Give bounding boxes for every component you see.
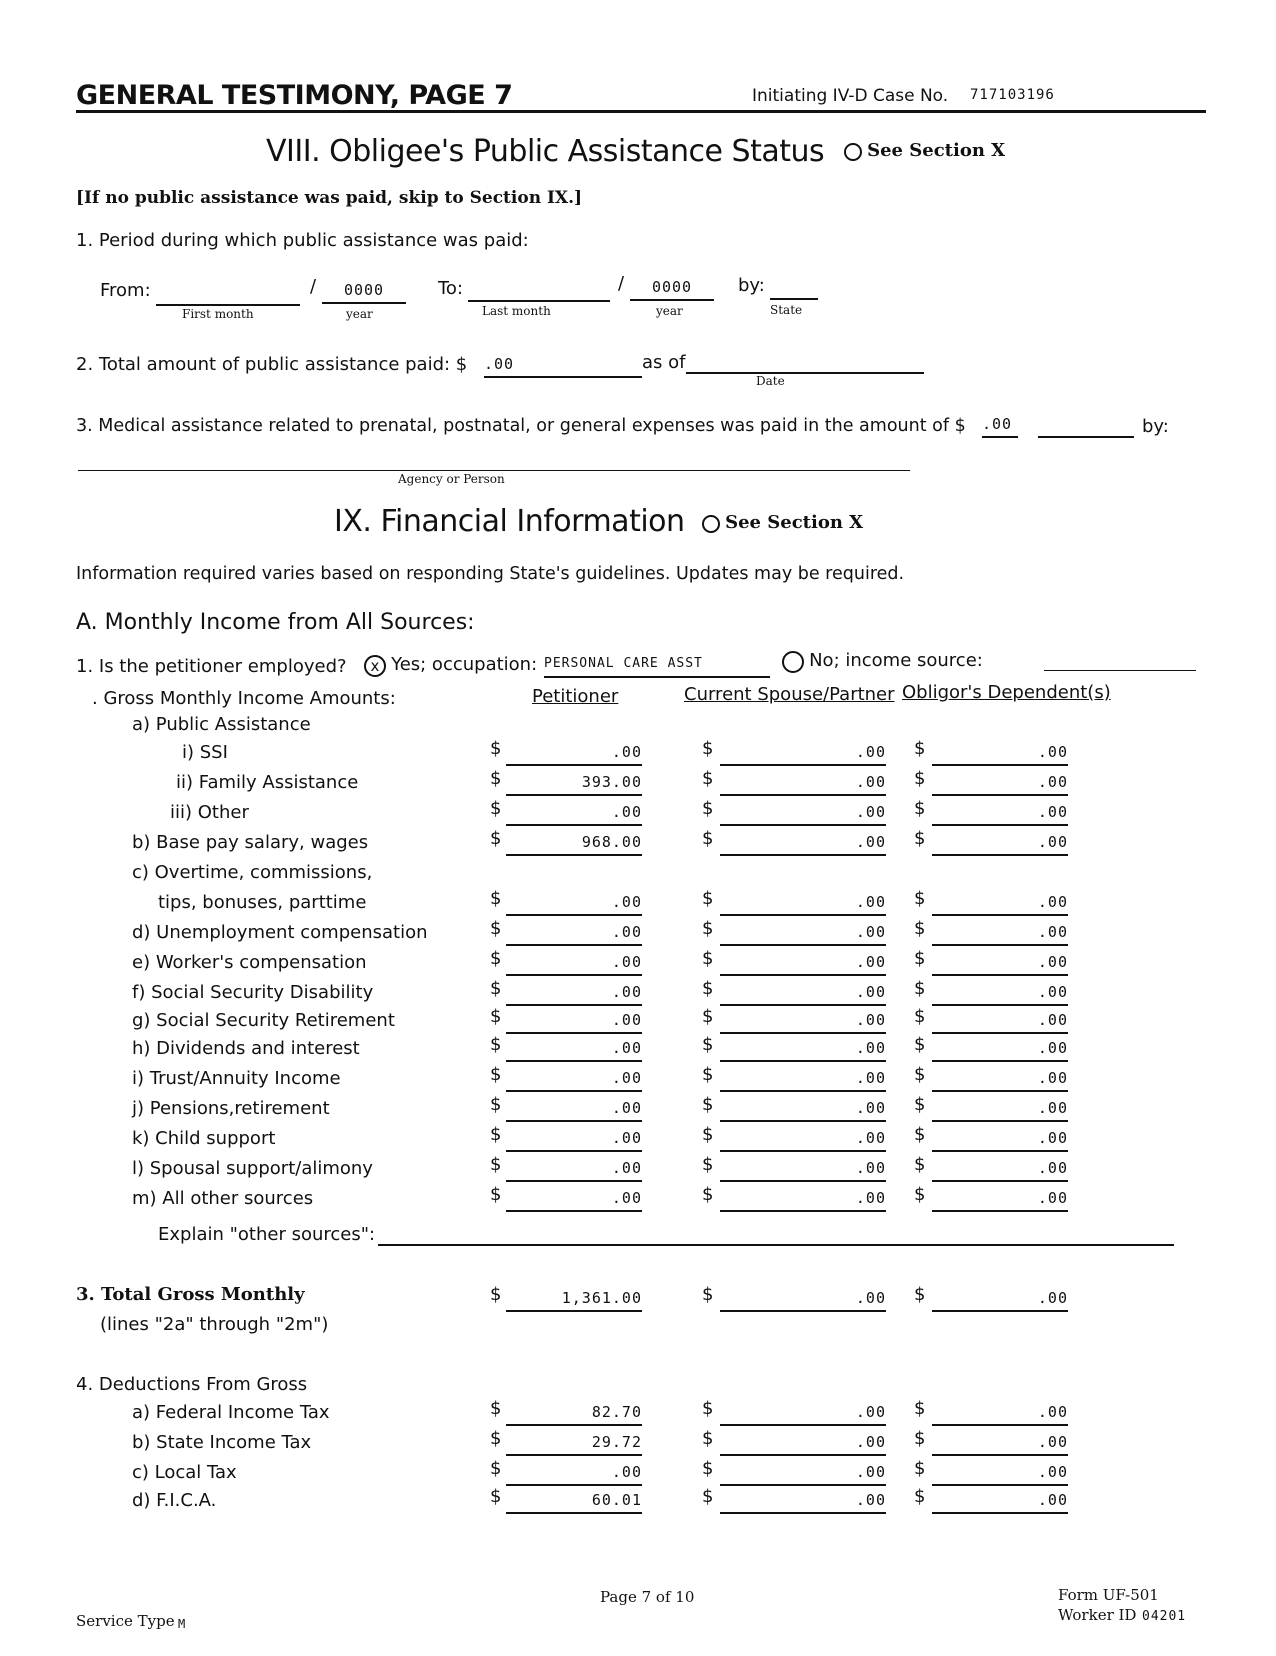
currency-symbol: $ <box>914 1124 926 1145</box>
income-row-13-petitioner-field[interactable]: .00 <box>506 1156 642 1182</box>
by-label: by: <box>738 275 765 296</box>
currency-symbol: $ <box>914 1486 926 1507</box>
case-number-label: Initiating IV-D Case No. <box>752 86 949 106</box>
currency-symbol: $ <box>702 978 714 999</box>
income-row-3-spouse-field[interactable]: .00 <box>720 830 886 856</box>
income-row-6-petitioner-field[interactable]: .00 <box>506 950 642 976</box>
income-row-2-spouse-field[interactable]: .00 <box>720 800 886 826</box>
currency-symbol: $ <box>914 918 926 939</box>
currency-symbol: $ <box>914 1034 926 1055</box>
currency-symbol: $ <box>490 828 502 849</box>
total-gross-petitioner-field[interactable]: 1,361.00 <box>506 1286 642 1312</box>
page-title: GENERAL TESTIMONY, PAGE 7 <box>76 80 513 111</box>
income-row-14-spouse-field[interactable]: .00 <box>720 1186 886 1212</box>
deduction-row-0-petitioner-field[interactable]: 82.70 <box>506 1400 642 1426</box>
income-row-2-dependents-field[interactable]: .00 <box>932 800 1068 826</box>
form-number: Form UF-501 <box>1058 1586 1159 1604</box>
income-row-11-dependents-field[interactable]: .00 <box>932 1096 1068 1122</box>
currency-symbol: $ <box>490 888 502 909</box>
income-source-field[interactable] <box>1044 648 1196 671</box>
to-month-caption: Last month <box>482 304 551 318</box>
total-gross-sublabel: (lines "2a" through "2m") <box>100 1314 329 1335</box>
income-row-6-label: e) Worker's compensation <box>132 952 367 973</box>
currency-symbol: $ <box>914 828 926 849</box>
total-gross-label: 3. Total Gross Monthly <box>76 1284 305 1305</box>
public-assistance-label: a) Public Assistance <box>132 714 311 735</box>
currency-symbol: $ <box>914 1094 926 1115</box>
deduction-row-2-petitioner-field[interactable]: .00 <box>506 1460 642 1486</box>
section-9-heading: IX. Financial Information <box>334 504 685 539</box>
currency-symbol: $ <box>702 1486 714 1507</box>
deduction-row-0-label: a) Federal Income Tax <box>132 1402 330 1423</box>
deduction-row-3-petitioner-field[interactable]: 60.01 <box>506 1488 642 1514</box>
subsection-a-heading: A. Monthly Income from All Sources: <box>76 610 475 635</box>
currency-symbol: $ <box>702 888 714 909</box>
currency-symbol: $ <box>702 1154 714 1175</box>
deduction-row-1-dependents-field[interactable]: .00 <box>932 1430 1068 1456</box>
currency-symbol: $ <box>914 1398 926 1419</box>
income-row-11-spouse-field[interactable]: .00 <box>720 1096 886 1122</box>
employed-question: 1. Is the petitioner employed? <box>76 656 347 677</box>
worker-id-label: Worker ID <box>1058 1606 1137 1624</box>
header-rule <box>76 110 1206 113</box>
q2-date-field[interactable] <box>686 350 924 374</box>
to-slash: / <box>618 273 625 294</box>
explain-field[interactable] <box>378 1222 1174 1246</box>
to-year-field[interactable]: 0000 <box>630 275 714 301</box>
income-row-5-spouse-field[interactable]: .00 <box>720 920 886 946</box>
currency-symbol: $ <box>702 1034 714 1055</box>
currency-symbol: $ <box>490 1094 502 1115</box>
q2-total-amount[interactable]: .00 <box>484 352 642 378</box>
currency-symbol: $ <box>914 1284 926 1305</box>
see-section-radio[interactable] <box>844 143 862 161</box>
from-month-field[interactable] <box>156 280 300 306</box>
income-row-6-dependents-field[interactable]: .00 <box>932 950 1068 976</box>
income-row-3-petitioner-field[interactable]: 968.00 <box>506 830 642 856</box>
deduction-row-2-spouse-field[interactable]: .00 <box>720 1460 886 1486</box>
currency-symbol: $ <box>490 1064 502 1085</box>
currency-symbol: $ <box>702 1184 714 1205</box>
deduction-row-3-dependents-field[interactable]: .00 <box>932 1488 1068 1514</box>
income-row-4-dependents-field[interactable]: .00 <box>932 890 1068 916</box>
income-row-5-dependents-field[interactable]: .00 <box>932 920 1068 946</box>
income-row-11-label: j) Pensions,retirement <box>132 1098 330 1119</box>
income-row-8-label: g) Social Security Retirement <box>132 1010 395 1031</box>
income-row-4-label-2: tips, bonuses, parttime <box>158 892 367 913</box>
deduction-row-1-label: b) State Income Tax <box>132 1432 312 1453</box>
column-petitioner: Petitioner <box>532 686 619 707</box>
income-row-5-petitioner-field[interactable]: .00 <box>506 920 642 946</box>
from-slash: / <box>310 276 317 297</box>
employed-yes-option[interactable] <box>364 654 537 677</box>
deduction-row-1-spouse-field[interactable]: .00 <box>720 1430 886 1456</box>
income-row-1-petitioner-field[interactable]: 393.00 <box>506 770 642 796</box>
section-9-see-section[interactable] <box>702 512 863 533</box>
income-row-13-dependents-field[interactable]: .00 <box>932 1156 1068 1182</box>
income-row-10-label: i) Trust/Annuity Income <box>132 1068 341 1089</box>
q3-medical-amount-ext[interactable] <box>1038 412 1134 438</box>
currency-symbol: $ <box>490 1034 502 1055</box>
income-row-7-petitioner-field[interactable]: .00 <box>506 980 642 1006</box>
currency-symbol: $ <box>702 1284 714 1305</box>
q3-agency-caption: Agency or Person <box>398 472 505 486</box>
income-row-7-dependents-field[interactable]: .00 <box>932 980 1068 1006</box>
currency-symbol: $ <box>914 888 926 909</box>
currency-symbol: $ <box>490 1458 502 1479</box>
currency-symbol: $ <box>702 1064 714 1085</box>
income-row-3-dependents-field[interactable]: .00 <box>932 830 1068 856</box>
currency-symbol: $ <box>914 1184 926 1205</box>
income-row-14-dependents-field[interactable]: .00 <box>932 1186 1068 1212</box>
income-row-1-spouse-field[interactable]: .00 <box>720 770 886 796</box>
currency-symbol: $ <box>702 1124 714 1145</box>
currency-symbol: $ <box>914 768 926 789</box>
income-row-2-label: iii) Other <box>170 802 249 823</box>
currency-symbol: $ <box>702 1094 714 1115</box>
income-row-0-label: i) SSI <box>182 742 228 763</box>
currency-symbol: $ <box>914 798 926 819</box>
income-row-12-spouse-field[interactable]: .00 <box>720 1126 886 1152</box>
from-year-field[interactable]: 0000 <box>322 278 406 304</box>
currency-symbol: $ <box>490 1284 502 1305</box>
currency-symbol: $ <box>490 1124 502 1145</box>
column-spouse: Current Spouse/Partner <box>684 684 895 705</box>
income-row-12-petitioner-field[interactable]: .00 <box>506 1126 642 1152</box>
to-year-caption: year <box>656 304 683 318</box>
currency-symbol: $ <box>490 1184 502 1205</box>
income-row-11-petitioner-field[interactable]: .00 <box>506 1096 642 1122</box>
currency-symbol: $ <box>490 768 502 789</box>
income-row-8-dependents-field[interactable]: .00 <box>932 1008 1068 1034</box>
currency-symbol: $ <box>914 948 926 969</box>
currency-symbol: $ <box>914 1064 926 1085</box>
income-row-13-label: l) Spousal support/alimony <box>132 1158 373 1179</box>
section-8-heading: VIII. Obligee's Public Assistance Status <box>266 134 825 169</box>
currency-symbol: $ <box>702 1006 714 1027</box>
to-month-field[interactable] <box>468 276 610 302</box>
income-row-2-petitioner-field[interactable]: .00 <box>506 800 642 826</box>
currency-symbol: $ <box>702 1428 714 1449</box>
income-row-6-spouse-field[interactable]: .00 <box>720 950 886 976</box>
employed-no-option[interactable] <box>782 650 983 673</box>
case-number-value[interactable]: 717103196 <box>970 87 1055 103</box>
currency-symbol: $ <box>914 978 926 999</box>
column-dependents: Obligor's Dependent(s) <box>902 682 1111 703</box>
section-8-see-section[interactable] <box>844 140 1005 161</box>
income-row-9-petitioner-field[interactable]: .00 <box>506 1036 642 1062</box>
q3-agency-field[interactable] <box>78 448 910 471</box>
currency-symbol: $ <box>702 918 714 939</box>
currency-symbol: $ <box>490 948 502 969</box>
currency-symbol: $ <box>702 948 714 969</box>
from-label: From: <box>100 280 151 301</box>
deductions-label: 4. Deductions From Gross <box>76 1374 308 1395</box>
currency-symbol: $ <box>914 738 926 759</box>
income-row-14-label: m) All other sources <box>132 1188 314 1209</box>
currency-symbol: $ <box>490 1006 502 1027</box>
currency-symbol: $ <box>702 768 714 789</box>
q3-medical-label: 3. Medical assistance related to prenatal, postnatal, or general expenses was paid in the amount of $ <box>76 416 966 436</box>
currency-symbol: $ <box>490 1486 502 1507</box>
deduction-row-0-dependents-field[interactable]: .00 <box>932 1400 1068 1426</box>
page-number: Page 7 of 10 <box>600 1588 695 1606</box>
income-row-3-label: b) Base pay salary, wages <box>132 832 369 853</box>
q2-asof-label: as of <box>642 352 686 373</box>
income-row-10-petitioner-field[interactable]: .00 <box>506 1066 642 1092</box>
income-row-9-dependents-field[interactable]: .00 <box>932 1036 1068 1062</box>
currency-symbol: $ <box>914 1006 926 1027</box>
deduction-row-0-spouse-field[interactable]: .00 <box>720 1400 886 1426</box>
currency-symbol: $ <box>702 828 714 849</box>
worker-id-value: 04201 <box>1142 1609 1187 1624</box>
currency-symbol: $ <box>490 738 502 759</box>
currency-symbol: $ <box>490 1398 502 1419</box>
income-row-9-spouse-field[interactable]: .00 <box>720 1036 886 1062</box>
currency-symbol: $ <box>914 1428 926 1449</box>
explain-label: Explain "other sources": <box>158 1224 376 1245</box>
total-gross-spouse-field[interactable]: .00 <box>720 1286 886 1312</box>
q1-period-label: 1. Period during which public assistance was paid: <box>76 230 529 251</box>
by-state-field[interactable] <box>770 274 818 300</box>
income-row-4-petitioner-field[interactable]: .00 <box>506 890 642 916</box>
currency-symbol: $ <box>702 1398 714 1419</box>
q2-date-caption: Date <box>756 374 785 388</box>
from-month-caption: First month <box>182 307 254 321</box>
q3-medical-amount[interactable]: .00 <box>982 412 1018 438</box>
income-row-9-label: h) Dividends and interest <box>132 1038 360 1059</box>
service-type-label: Service Type <box>76 1612 175 1630</box>
see-section-label: See Section X <box>725 512 864 533</box>
deduction-row-2-label: c) Local Tax <box>132 1462 237 1483</box>
income-row-7-spouse-field[interactable]: .00 <box>720 980 886 1006</box>
q2-total-label: 2. Total amount of public assistance paid: $ <box>76 354 468 375</box>
income-row-12-dependents-field[interactable]: .00 <box>932 1126 1068 1152</box>
currency-symbol: $ <box>490 798 502 819</box>
currency-symbol: $ <box>490 918 502 939</box>
currency-symbol: $ <box>490 1428 502 1449</box>
from-year-caption: year <box>346 307 373 321</box>
total-gross-dependents-field[interactable]: .00 <box>932 1286 1068 1312</box>
currency-symbol: $ <box>914 1154 926 1175</box>
see-section-radio[interactable] <box>702 515 720 533</box>
yes-label: Yes; occupation: <box>391 654 538 675</box>
currency-symbol: $ <box>702 738 714 759</box>
income-row-0-spouse-field[interactable]: .00 <box>720 740 886 766</box>
income-row-12-label: k) Child support <box>132 1128 276 1149</box>
service-type-value: M <box>178 1617 187 1631</box>
income-row-13-spouse-field[interactable]: .00 <box>720 1156 886 1182</box>
income-row-5-label: d) Unemployment compensation <box>132 922 428 943</box>
income-row-1-label: ii) Family Assistance <box>176 772 359 793</box>
income-row-8-spouse-field[interactable]: .00 <box>720 1008 886 1034</box>
see-section-label: See Section X <box>867 140 1006 161</box>
currency-symbol: $ <box>914 1458 926 1479</box>
income-row-10-spouse-field[interactable]: .00 <box>720 1066 886 1092</box>
q3-by-label: by: <box>1142 416 1169 437</box>
section-8-note: [If no public assistance was paid, skip to Section IX.] <box>76 188 583 208</box>
income-row-1-dependents-field[interactable]: .00 <box>932 770 1068 796</box>
income-row-7-label: f) Social Security Disability <box>132 982 374 1003</box>
income-row-4-spouse-field[interactable]: .00 <box>720 890 886 916</box>
currency-symbol: $ <box>702 1458 714 1479</box>
currency-symbol: $ <box>490 978 502 999</box>
occupation-field[interactable]: PERSONAL CARE ASST <box>544 652 770 678</box>
section-9-note: Information required varies based on responding State's guidelines. Updates may be required. <box>76 564 905 584</box>
no-label: No; income source: <box>809 650 983 671</box>
income-row-0-petitioner-field[interactable]: .00 <box>506 740 642 766</box>
currency-symbol: $ <box>702 798 714 819</box>
income-row-0-dependents-field[interactable]: .00 <box>932 740 1068 766</box>
deduction-row-2-dependents-field[interactable]: .00 <box>932 1460 1068 1486</box>
gross-income-label: . Gross Monthly Income Amounts: <box>92 688 396 709</box>
currency-symbol: $ <box>490 1154 502 1175</box>
income-row-14-petitioner-field[interactable]: .00 <box>506 1186 642 1212</box>
deduction-row-3-spouse-field[interactable]: .00 <box>720 1488 886 1514</box>
income-row-8-petitioner-field[interactable]: .00 <box>506 1008 642 1034</box>
deduction-row-3-label: d) F.I.C.A. <box>132 1490 217 1511</box>
income-row-10-dependents-field[interactable]: .00 <box>932 1066 1068 1092</box>
income-row-4-label: c) Overtime, commissions, <box>132 862 373 883</box>
no-radio[interactable] <box>782 651 804 673</box>
by-state-caption: State <box>770 303 803 317</box>
yes-radio[interactable]: x <box>364 655 386 677</box>
to-label: To: <box>438 278 464 299</box>
deduction-row-1-petitioner-field[interactable]: 29.72 <box>506 1430 642 1456</box>
